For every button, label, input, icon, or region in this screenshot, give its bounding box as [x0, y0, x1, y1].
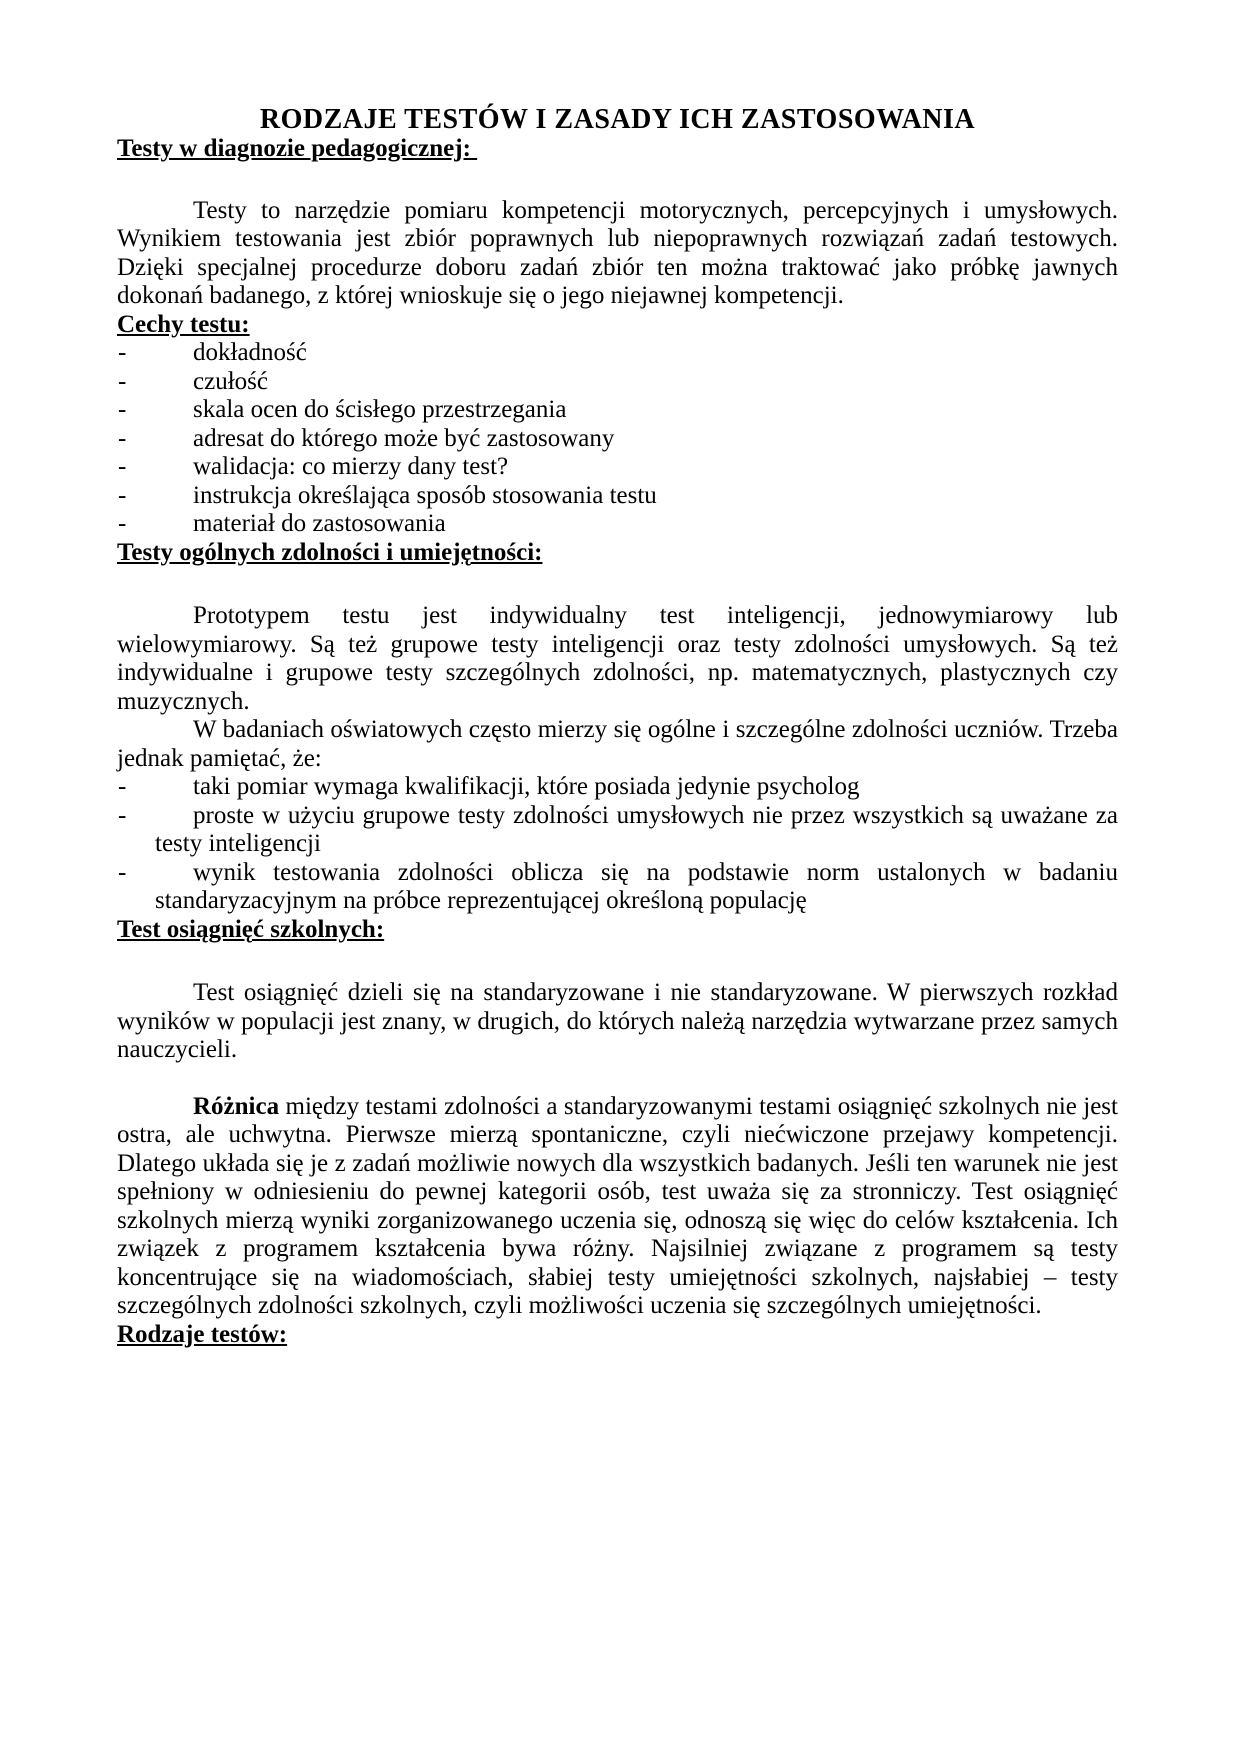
dash-marker: -	[118, 510, 127, 537]
dash-marker: -	[118, 339, 127, 366]
paragraph-roznica	[117, 1093, 1118, 1321]
section-heading-testy-ogolnych-zdolnosci: Testy ogólnych zdolności i umiejętności:	[117, 538, 543, 566]
dash-marker: -	[118, 801, 127, 829]
list-item-text: taki pomiar wymaga kwalifikacji, które posiada jedynie psycholog	[193, 773, 860, 800]
bold-lead-word: Różnica	[193, 1092, 280, 1120]
section-heading-testy-w-diagnozie: Testy w diagnozie pedagogicznej:	[117, 135, 478, 162]
dash-marker: -	[118, 481, 127, 509]
document-title: RODZAJE TESTÓW I ZASADY ICH ZASTOSOWANIA	[259, 104, 976, 135]
list-item	[117, 859, 1118, 916]
list-item	[117, 482, 1118, 511]
dash-marker: -	[118, 367, 127, 395]
list-item-text: skala ocen do ścisłego przestrzegania	[193, 396, 567, 423]
paragraph-w-badaniach: W badaniach oświatowych często mierzy się ogólne i szczególne zdolności uczniów. Trzeba jednak pamiętać, że:	[117, 716, 1118, 772]
section-heading-rodzaje-testow: Rodzaje testów:	[117, 1320, 288, 1348]
list-item-text: instrukcja określająca sposób stosowania testu	[193, 481, 657, 509]
list-item	[117, 773, 1118, 802]
cechy-testu-list	[117, 339, 1118, 539]
dash-marker: -	[118, 858, 127, 886]
list-item-text: proste w użyciu grupowe testy zdolności umysłowych nie przez wszystkich są uważane za testy inteligencji	[155, 801, 1118, 857]
list-item-text: dokładność	[193, 339, 307, 366]
list-item-text: czułość	[193, 367, 268, 395]
section-heading-test-osiagniec: Test osiągnięć szkolnych:	[117, 915, 385, 943]
paragraph-roznica-rest: między testami zdolności a standaryzowanymi testami osiągnięć szkolnych nie jest ostra, ale uchwytna. Pierwsze mierzą spontaniczne, czyli niećwiczone przejawy kompetencji. Dlatego układa się je z zadań możliwie nowych dla wszystkich badanych. Jeśli ten warunek nie jest spełniony w odniesieniu do pewnej kategorii osób, test uważa się za stronniczy. Test osiągnięć szkolnych mierzą wyniki zorganizowanego uczenia się, odnoszą się więc do celów kształcenia. Ich związek z programem kształcenia bywa różny. Najsilniej związane z programem są testy koncentrujące się na wiadomościach, słabiej testy umiejętności szkolnych, najsłabiej – testy szczególnych zdolności szkolnych, czyli możliwości uczenia się szczególnych umiejętności.	[117, 1092, 1118, 1319]
dash-marker: -	[118, 773, 127, 800]
ogolne-zdolnosci-list	[117, 773, 1118, 916]
list-item	[117, 802, 1118, 859]
list-item	[117, 368, 1118, 397]
list-item-text: walidacja: co mierzy dany test?	[193, 453, 509, 480]
list-item	[117, 453, 1118, 482]
list-item-text: materiał do zastosowania	[193, 510, 446, 537]
list-item	[117, 339, 1118, 368]
dash-marker: -	[118, 396, 127, 423]
paragraph-test-osiagniec-dzieli: Test osiągnięć dzieli się na standaryzowane i nie standaryzowane. W pierwszych rozkład wyników w populacji jest znany, w drugich, do których należą narzędzia wytwarzane przez samych nauczycieli.	[117, 979, 1118, 1063]
list-item	[117, 425, 1118, 454]
dash-marker: -	[118, 424, 127, 452]
dash-marker: -	[118, 453, 127, 480]
list-item	[117, 396, 1118, 425]
paragraph-prototypem-testu: Prototypem testu jest indywidualny test inteligencji, jednowymiarowy lub wielowymiarowy. Są też grupowe testy inteligencji oraz testy zdolności umysłowych. Są też indywidualne i grupowe testy szczególnych zdolności, np. matematycznych, plastycznych czy muzycznych.	[117, 602, 1118, 715]
paragraph-testy-narzedzie: Testy to narzędzie pomiaru kompetencji motorycznych, percepcyjnych i umysłowych. Wynikiem testowania jest zbiór poprawnych lub niepoprawnych rozwiązań zadań testowych. Dzięki specjalnej procedurze doboru zadań zbiór ten można traktować jako próbkę jawnych dokonań badanego, z której wnioskuje się o jego niejawnej kompetencji.	[117, 196, 1118, 309]
list-item	[117, 510, 1118, 539]
list-item-text: adresat do którego może być zastosowany	[193, 424, 615, 452]
list-item-text: wynik testowania zdolności oblicza się na podstawie norm ustalonych w badaniu standaryzacyjnym na próbce reprezentującej określoną populację	[155, 858, 1118, 914]
section-heading-cechy-testu: Cechy testu:	[117, 310, 250, 338]
